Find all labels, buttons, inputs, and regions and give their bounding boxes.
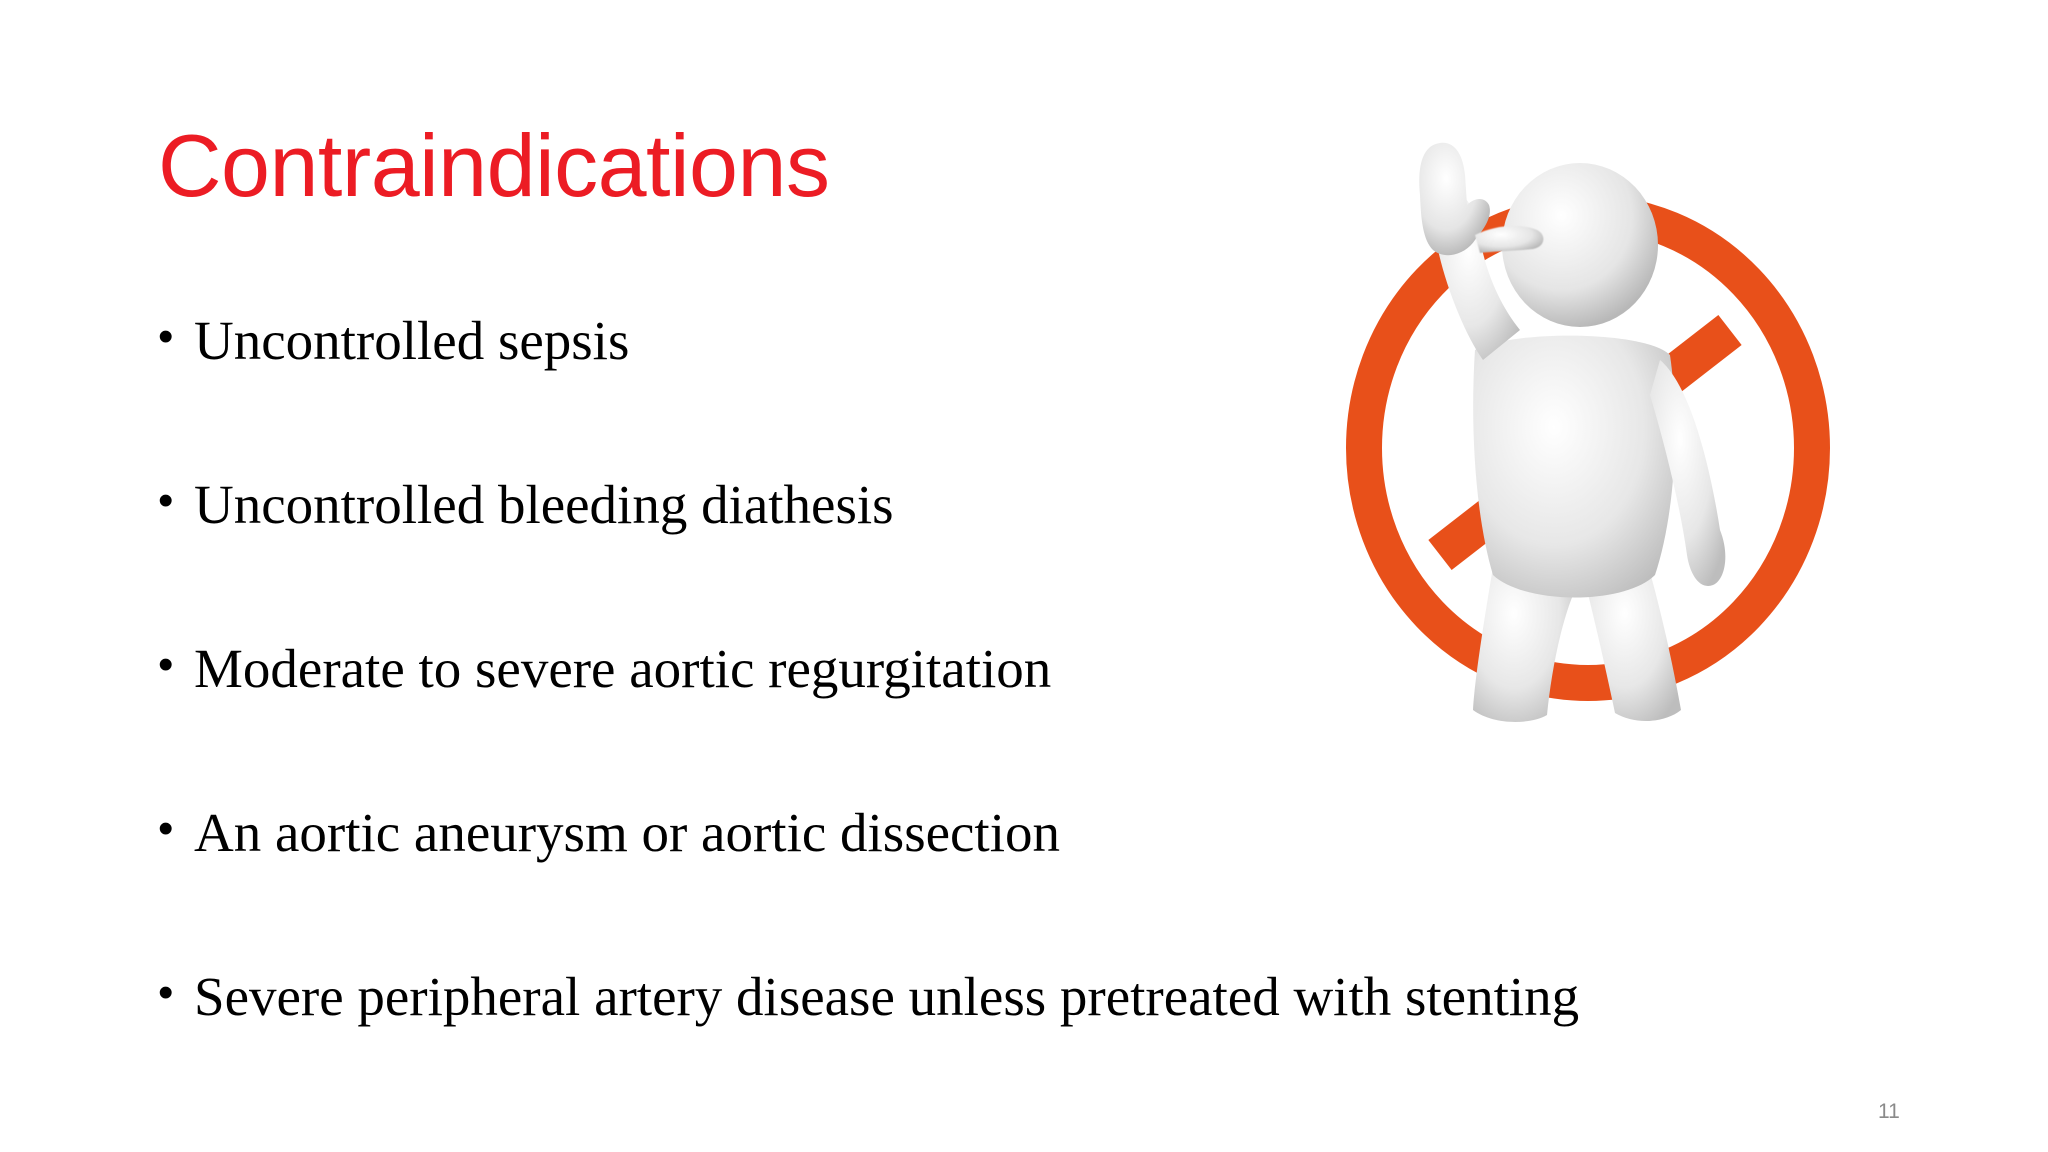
bullet-marker: • — [158, 476, 174, 525]
bullet-item — [158, 961, 1579, 1125]
bullet-item — [158, 797, 1579, 961]
bullet-marker: • — [158, 968, 174, 1017]
bullet-text: Moderate to severe aortic regurgitation — [194, 638, 1052, 699]
bullet-text: Uncontrolled bleeding diathesis — [194, 474, 894, 535]
bullet-marker: • — [158, 640, 174, 689]
bullet-text: An aortic aneurysm or aortic dissection — [194, 802, 1060, 863]
bullet-text: Severe peripheral artery disease unless pretreated with stenting — [194, 966, 1580, 1027]
bullet-marker: • — [158, 312, 174, 361]
bullet-marker: • — [158, 804, 174, 853]
bullet-text: Uncontrolled sepsis — [194, 310, 630, 371]
page-number: 11 — [1878, 1100, 1900, 1123]
slide-title: Contraindications — [158, 116, 830, 215]
stop-figure-prohibition-icon — [1325, 135, 1845, 735]
